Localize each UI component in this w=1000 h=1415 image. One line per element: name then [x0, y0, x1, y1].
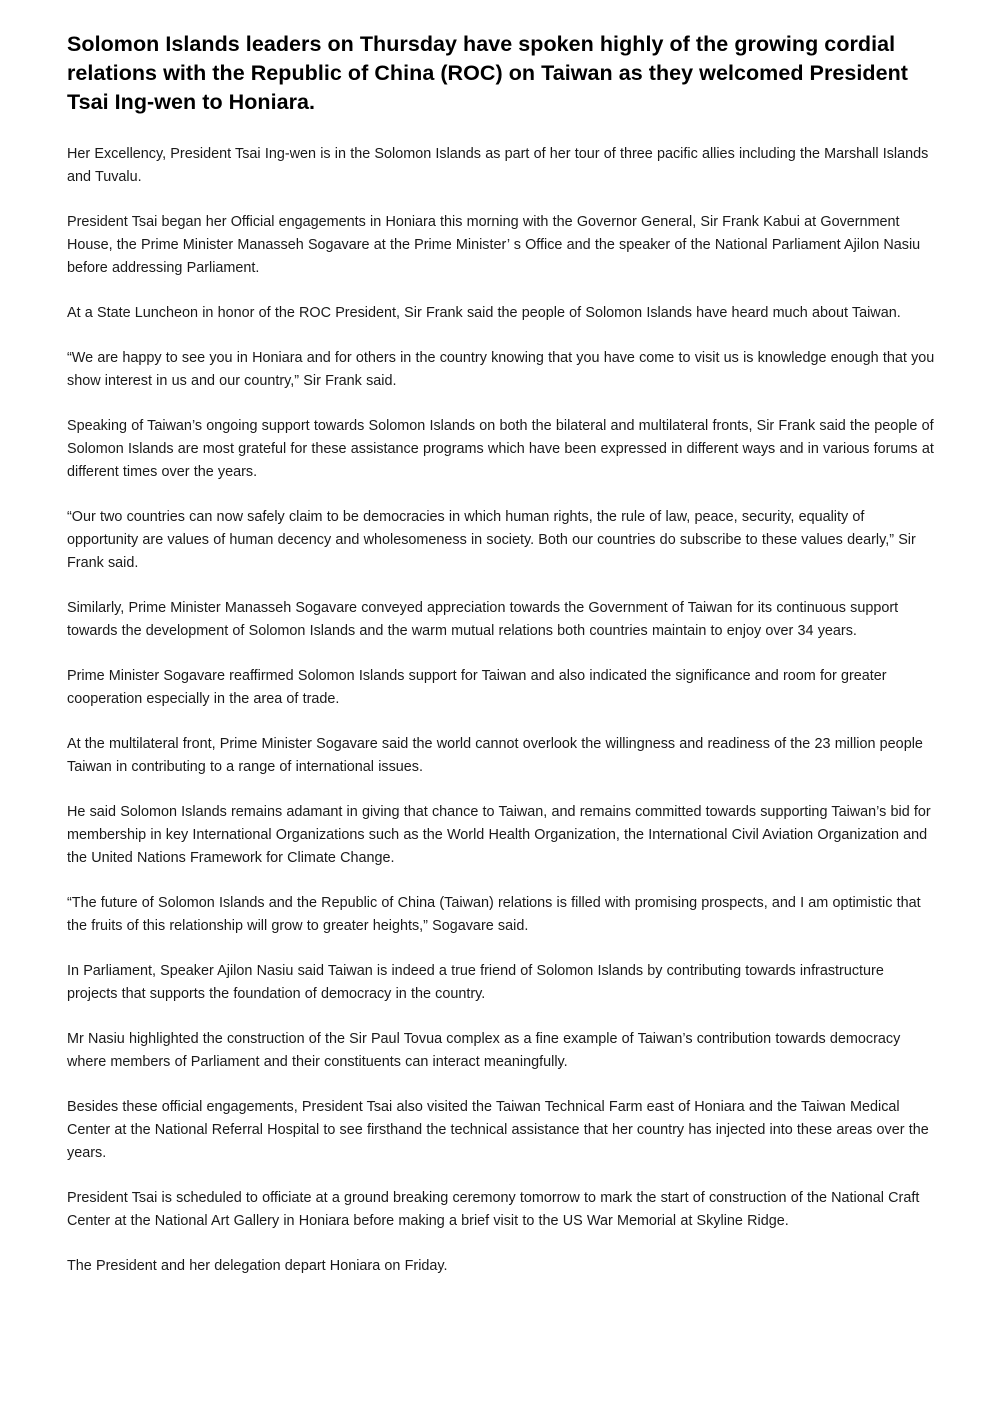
paragraph: Mr Nasiu highlighted the construction of the Sir Paul Tovua complex as a fine example of Taiwan’s contribution towards democracy where members of Parliament and their constituents can interact meaningfully.	[67, 1031, 901, 1070]
paragraph: President Tsai began her Official engagements in Honiara this morning with the Governor General, Sir Frank Kabui at Government House, the Prime Minister Manasseh Sogavare at the Prime Minister’ s Office and the speaker of the National Parliament Ajilon Nasiu before addressing Parliament.	[67, 214, 921, 276]
paragraph: The President and her delegation depart Honiara on Friday.	[67, 1258, 448, 1274]
paragraph: Similarly, Prime Minister Manasseh Sogavare conveyed appreciation towards the Government of Taiwan for its continuous support towards the development of Solomon Islands and the warm mutual relations both countries maintain to enjoy over 34 years.	[67, 600, 899, 639]
paragraph: In Parliament, Speaker Ajilon Nasiu said Taiwan is indeed a true friend of Solomon Islands by contributing towards infrastructure projects that supports the foundation of democracy in the country.	[67, 963, 884, 1002]
paragraph: He said Solomon Islands remains adamant in giving that chance to Taiwan, and remains committed towards supporting Taiwan’s bid for membership in key International Organizations such as the World Health Organization, the International Civil Aviation Organization and the United Nations Framework for Climate Change.	[67, 804, 931, 866]
paragraph: President Tsai is scheduled to officiate at a ground breaking ceremony tomorrow to mark the start of construction of the National Craft Center at the National Art Gallery in Honiara before making a brief visit to the US War Memorial at Skyline Ridge.	[67, 1190, 920, 1229]
paragraph: Her Excellency, President Tsai Ing-wen is in the Solomon Islands as part of her tour of three pacific allies including the Marshall Islands and Tuvalu.	[67, 146, 929, 185]
paragraph: “The future of Solomon Islands and the Republic of China (Taiwan) relations is filled with promising prospects, and I am optimistic that the fruits of this relationship will grow to greater heights,” Sogavare said.	[67, 895, 921, 934]
paragraph: “Our two countries can now safely claim to be democracies in which human rights, the rule of law, peace, security, equality of opportunity are values of human decency and wholesomeness in society. Both our countries do subscribe to these values dearly,” Sir Frank said.	[67, 509, 916, 571]
paragraph: Prime Minister Sogavare reaffirmed Solomon Islands support for Taiwan and also indicated the significance and room for greater cooperation especially in the area of trade.	[67, 668, 887, 707]
document-page	[67, 30, 935, 1300]
paragraph: Besides these official engagements, President Tsai also visited the Taiwan Technical Farm east of Honiara and the Taiwan Medical Center at the National Referral Hospital to see firsthand the technical assistance that her country has injected into these areas over the years.	[67, 1099, 929, 1161]
paragraph: At the multilateral front, Prime Minister Sogavare said the world cannot overlook the willingness and readiness of the 23 million people Taiwan in contributing to a range of international issues.	[67, 736, 923, 775]
paragraph: At a State Luncheon in honor of the ROC President, Sir Frank said the people of Solomon Islands have heard much about Taiwan.	[67, 305, 901, 321]
headline: Solomon Islands leaders on Thursday have spoken highly of the growing cordial relations with the Republic of China (ROC) on Taiwan as they welcomed President Tsai Ing-wen to Honiara.	[67, 32, 908, 114]
paragraph: “We are happy to see you in Honiara and for others in the country knowing that you have come to visit us is knowledge enough that you show interest in us and our country,” Sir Frank said.	[67, 350, 935, 389]
paragraph: Speaking of Taiwan’s ongoing support towards Solomon Islands on both the bilateral and multilateral fronts, Sir Frank said the people of Solomon Islands are most grateful for these assistance programs which have been expressed in different ways and in various forums at different times over the years.	[67, 418, 934, 480]
article-body	[67, 143, 935, 1278]
